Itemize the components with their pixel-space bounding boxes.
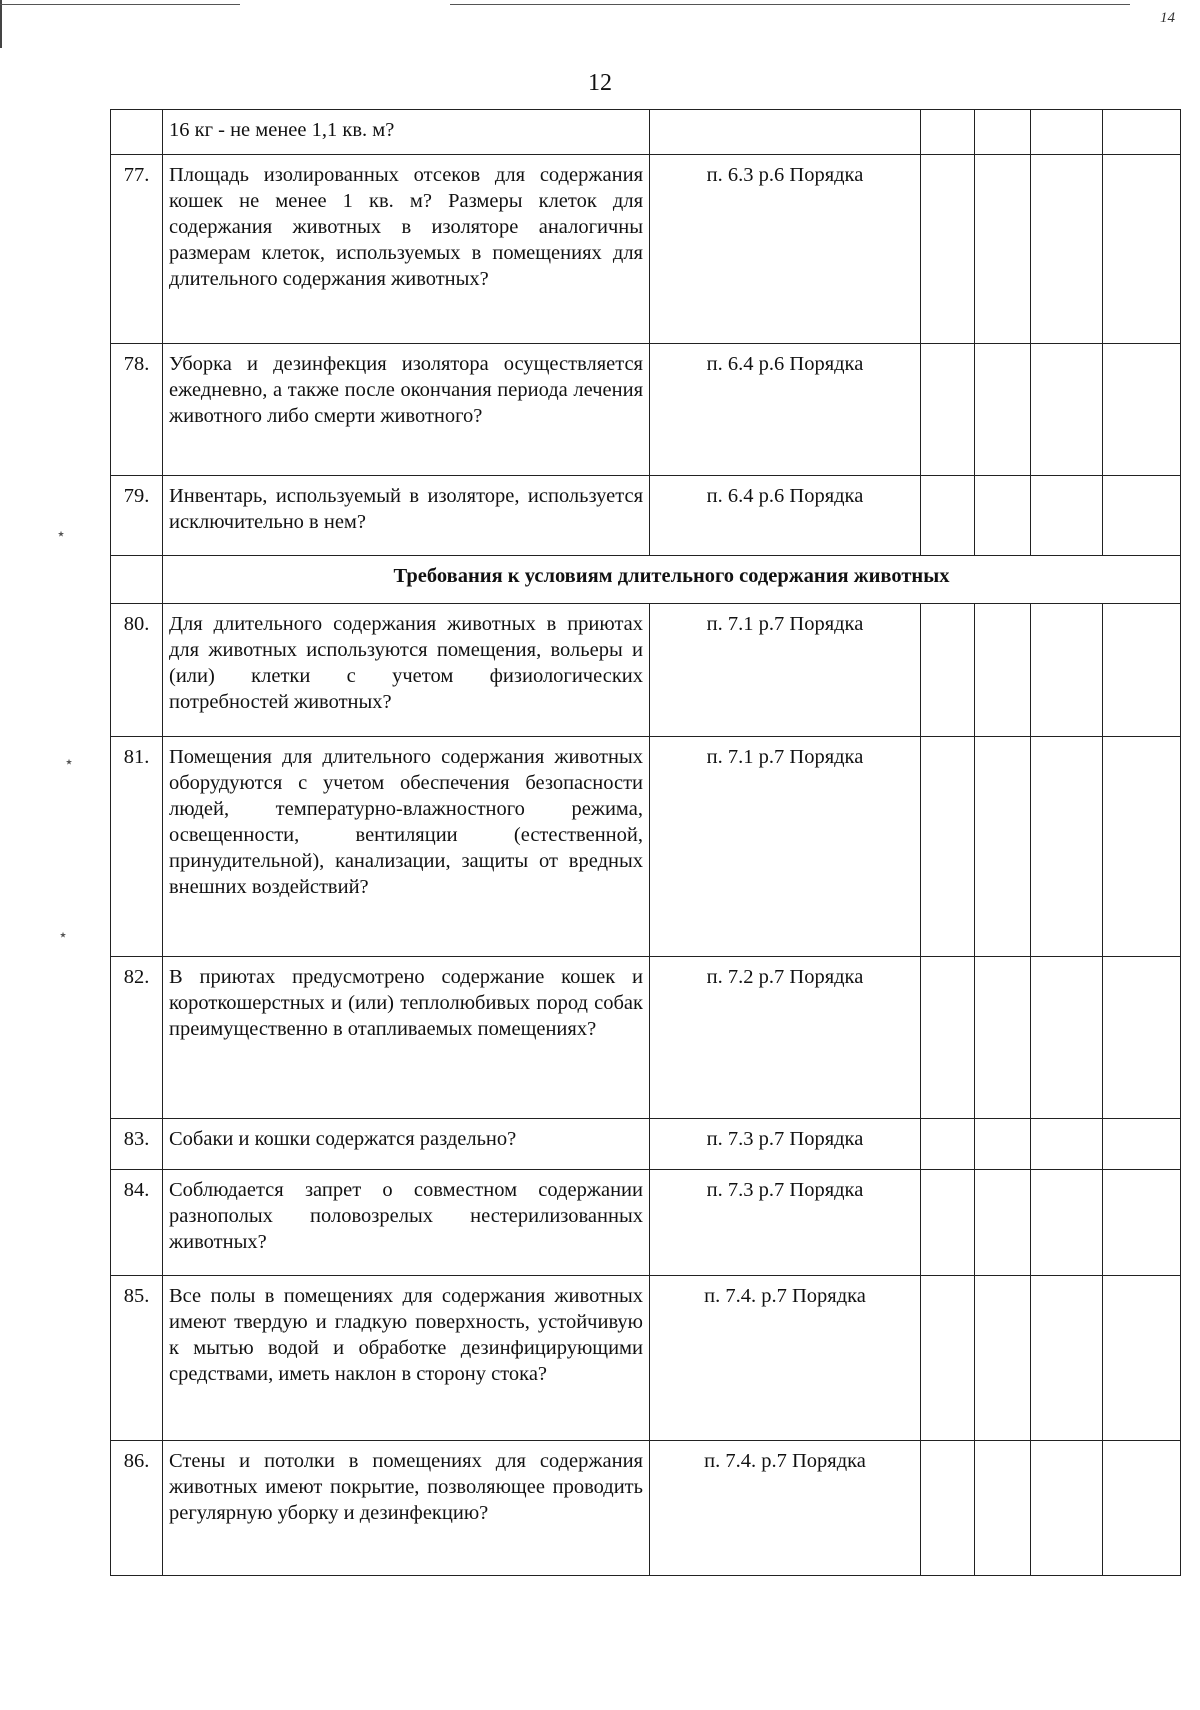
answer-cell <box>921 344 975 476</box>
table-row <box>111 344 1181 476</box>
answer-cell <box>1031 604 1103 737</box>
question-text: Площадь изолированных отсеков для содержания кошек не менее 1 кв. м? Размеры клеток для содержания животных в изоляторе аналогичны размерам клеток, используемых в помещениях для длительного содержания животных? <box>163 155 650 344</box>
answer-cell <box>1031 1276 1103 1441</box>
answer-cell <box>1103 1170 1181 1276</box>
table-row <box>111 1276 1181 1441</box>
answer-cell <box>975 344 1031 476</box>
answer-cell <box>975 476 1031 556</box>
corner-note: 14 <box>1160 10 1175 26</box>
num-cell <box>111 556 163 604</box>
answer-cell <box>1031 1170 1103 1276</box>
item-number: 86. <box>111 1441 163 1576</box>
answer-cell <box>921 957 975 1119</box>
table-row <box>111 737 1181 957</box>
answer-cell <box>1031 344 1103 476</box>
answer-cell <box>975 957 1031 1119</box>
answer-cell <box>1103 476 1181 556</box>
answer-cell <box>921 155 975 344</box>
answer-cell <box>921 1441 975 1576</box>
table-row <box>111 1119 1181 1170</box>
reference-text: п. 6.4 р.6 Порядка <box>650 476 921 556</box>
item-number: 85. <box>111 1276 163 1441</box>
answer-cell <box>921 110 975 155</box>
section-title: Требования к условиям длительного содержания животных <box>163 556 1181 604</box>
answer-cell <box>975 1119 1031 1170</box>
item-number: 82. <box>111 957 163 1119</box>
question-text: Для длительного содержания животных в приютах для животных используются помещения, вольеры и (или) клетки с учетом физиологических потребностей животных? <box>163 604 650 737</box>
answer-cell <box>975 1170 1031 1276</box>
answer-cell <box>921 737 975 957</box>
item-number: 84. <box>111 1170 163 1276</box>
scan-edge-line <box>450 4 1130 5</box>
answer-cell <box>1103 1441 1181 1576</box>
reference-text: п. 7.4. р.7 Порядка <box>650 1276 921 1441</box>
reference-text: п. 7.1 р.7 Порядка <box>650 604 921 737</box>
answer-cell <box>1103 1119 1181 1170</box>
answer-cell <box>975 110 1031 155</box>
table-row <box>111 155 1181 344</box>
question-text: Все полы в помещениях для содержания животных имеют твердую и гладкую поверхность, устойчивую к мытью водой и обработке дезинфицирующими средствами, иметь наклон в сторону стока? <box>163 1276 650 1441</box>
scan-edge-mark <box>0 0 2 48</box>
question-text: Уборка и дезинфекция изолятора осуществляется ежедневно, а также после окончания периода лечения животного либо смерти животного? <box>163 344 650 476</box>
item-number <box>111 110 163 155</box>
answer-cell <box>975 737 1031 957</box>
scan-edge-line <box>0 4 240 5</box>
answer-cell <box>921 476 975 556</box>
answer-cell <box>921 1170 975 1276</box>
answer-cell <box>921 604 975 737</box>
answer-cell <box>921 1276 975 1441</box>
item-number: 79. <box>111 476 163 556</box>
item-number: 81. <box>111 737 163 957</box>
answer-cell <box>1103 344 1181 476</box>
reference-text <box>650 110 921 155</box>
margin-mark: ⋆ <box>56 526 67 543</box>
reference-text: п. 7.2 р.7 Порядка <box>650 957 921 1119</box>
reference-text: п. 7.1 р.7 Порядка <box>650 737 921 957</box>
table-row <box>111 476 1181 556</box>
question-text: Собаки и кошки содержатся раздельно? <box>163 1119 650 1170</box>
answer-cell <box>975 604 1031 737</box>
table-row <box>111 604 1181 737</box>
table-row <box>111 1441 1181 1576</box>
question-text: Помещения для длительного содержания животных оборудуются с учетом обеспечения безопасности людей, температурно-влажностного режима, освещенности, вентиляции (естественной, принудительной), канализации, защиты от вредных внешних воздействий? <box>163 737 650 957</box>
item-number: 77. <box>111 155 163 344</box>
table-row <box>111 110 1181 155</box>
answer-cell <box>1031 110 1103 155</box>
answer-cell <box>975 1276 1031 1441</box>
answer-cell <box>975 1441 1031 1576</box>
question-text: 16 кг - не менее 1,1 кв. м? <box>163 110 650 155</box>
answer-cell <box>1103 155 1181 344</box>
answer-cell <box>1031 737 1103 957</box>
item-number: 78. <box>111 344 163 476</box>
reference-text: п. 6.4 р.6 Порядка <box>650 344 921 476</box>
question-text: Стены и потолки в помещениях для содержания животных имеют покрытие, позволяющее проводить регулярную уборку и дезинфекцию? <box>163 1441 650 1576</box>
margin-mark: ⋆ <box>58 927 69 944</box>
question-text: Инвентарь, используемый в изоляторе, используется исключительно в нем? <box>163 476 650 556</box>
answer-cell <box>1031 1119 1103 1170</box>
margin-mark: ⋆ <box>64 754 75 771</box>
reference-text: п. 7.3 р.7 Порядка <box>650 1119 921 1170</box>
table-row <box>111 1170 1181 1276</box>
reference-text: п. 6.3 р.6 Порядка <box>650 155 921 344</box>
reference-text: п. 7.3 р.7 Порядка <box>650 1170 921 1276</box>
answer-cell <box>1103 737 1181 957</box>
answer-cell <box>921 1119 975 1170</box>
answer-cell <box>1103 1276 1181 1441</box>
answer-cell <box>1031 476 1103 556</box>
page-number: 12 <box>588 70 612 96</box>
answer-cell <box>1103 604 1181 737</box>
reference-text: п. 7.4. р.7 Порядка <box>650 1441 921 1576</box>
answer-cell <box>1031 957 1103 1119</box>
item-number: 80. <box>111 604 163 737</box>
checklist-table <box>110 109 1181 1576</box>
answer-cell <box>1103 957 1181 1119</box>
question-text: В приютах предусмотрено содержание кошек и короткошерстных и (или) теплолюбивых пород собак преимущественно в отапливаемых помещениях? <box>163 957 650 1119</box>
item-number: 83. <box>111 1119 163 1170</box>
answer-cell <box>1103 110 1181 155</box>
answer-cell <box>1031 155 1103 344</box>
answer-cell <box>1031 1441 1103 1576</box>
section-row <box>111 556 1181 604</box>
question-text: Соблюдается запрет о совместном содержании разнополых половозрелых нестерилизованных животных? <box>163 1170 650 1276</box>
table-row <box>111 957 1181 1119</box>
answer-cell <box>975 155 1031 344</box>
